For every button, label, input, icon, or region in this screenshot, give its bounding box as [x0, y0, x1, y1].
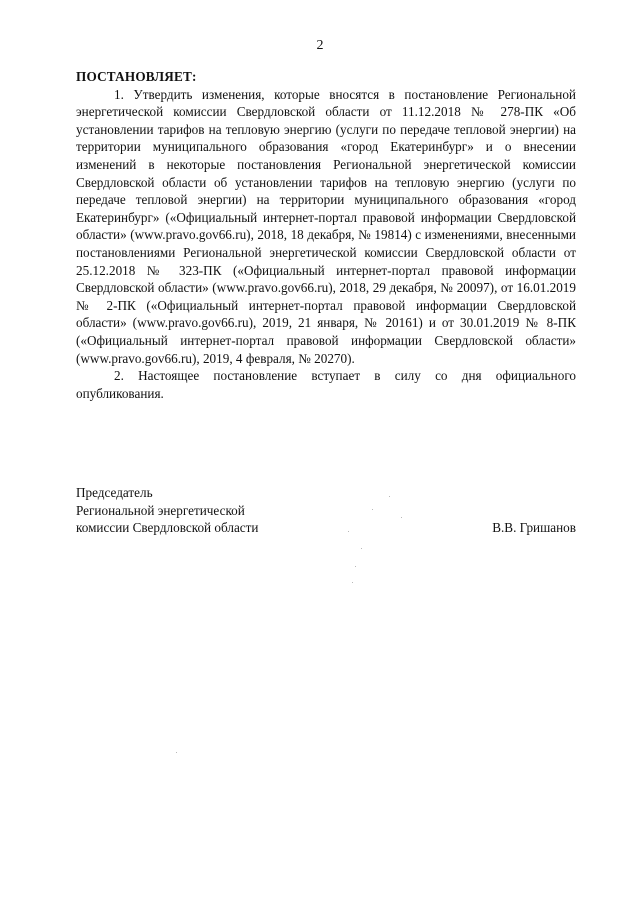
signature-block — [76, 484, 576, 537]
scan-speck — [401, 517, 402, 518]
signatory-title-line-2: Региональной энергетической — [76, 502, 245, 518]
resolution-heading: ПОСТАНОВЛЯЕТ: — [76, 69, 197, 84]
signatory-title-line-3: комиссии Свердловской области — [76, 520, 259, 536]
scan-speck — [355, 566, 356, 567]
scan-speck — [352, 582, 353, 583]
signatory-title-line-1: Председатель — [76, 485, 153, 500]
document-body — [76, 68, 576, 402]
scan-speck — [372, 509, 373, 510]
signatory-name: В.В. Гришанов — [492, 520, 576, 536]
paragraph-2: 2. Настоящее постановление вступает в силу со дня официального опубликования. — [76, 368, 576, 401]
scan-speck — [176, 752, 177, 753]
scan-speck — [348, 531, 349, 532]
scan-speck — [389, 496, 390, 497]
scan-speck — [361, 548, 362, 549]
page-number: 2 — [316, 38, 324, 53]
paragraph-1: 1. Утвердить изменения, которые вносятся в постановление Региональной энергетической комиссии Свердловской области от 11.12.2018 № 278-ПК «Об установлении тарифов на тепловую энергию (услуги по передаче тепловой энергии) на территории муниципального образования «город Екатеринбург» и о внесении изменений в некоторые постановления Региональной энергетической комиссии Свердловской области об установлении тарифов на тепловую энергию (услуги по передаче тепловой энергии) на территории муниципального образования «город Екатеринбург» («Официальный интернет-портал правовой информации Свердловской области» (www.pravo.gov66.ru), 2018, 18 декабря, № 19814) с изменениями, внесенными постановлениями Региональной энергетической комиссии Свердловской области от 25.12.2018 № 323-ПК («Официальный интернет-портал правовой информации Свердловской области» (www.pravo.gov66.ru), 2018, 29 декабря, № 20097), от 16.01.2019 № 2-ПК («Официальный интернет-портал правовой информации Свердловской области» (www.pravo.gov66.ru), 2019, 21 января, № 20161) и от 30.01.2019 № 8-ПК («Официальный интернет-портал правовой информации Свердловской области» (www.pravo.gov66.ru), 2019, 4 февраля, № 20270). — [76, 86, 576, 366]
